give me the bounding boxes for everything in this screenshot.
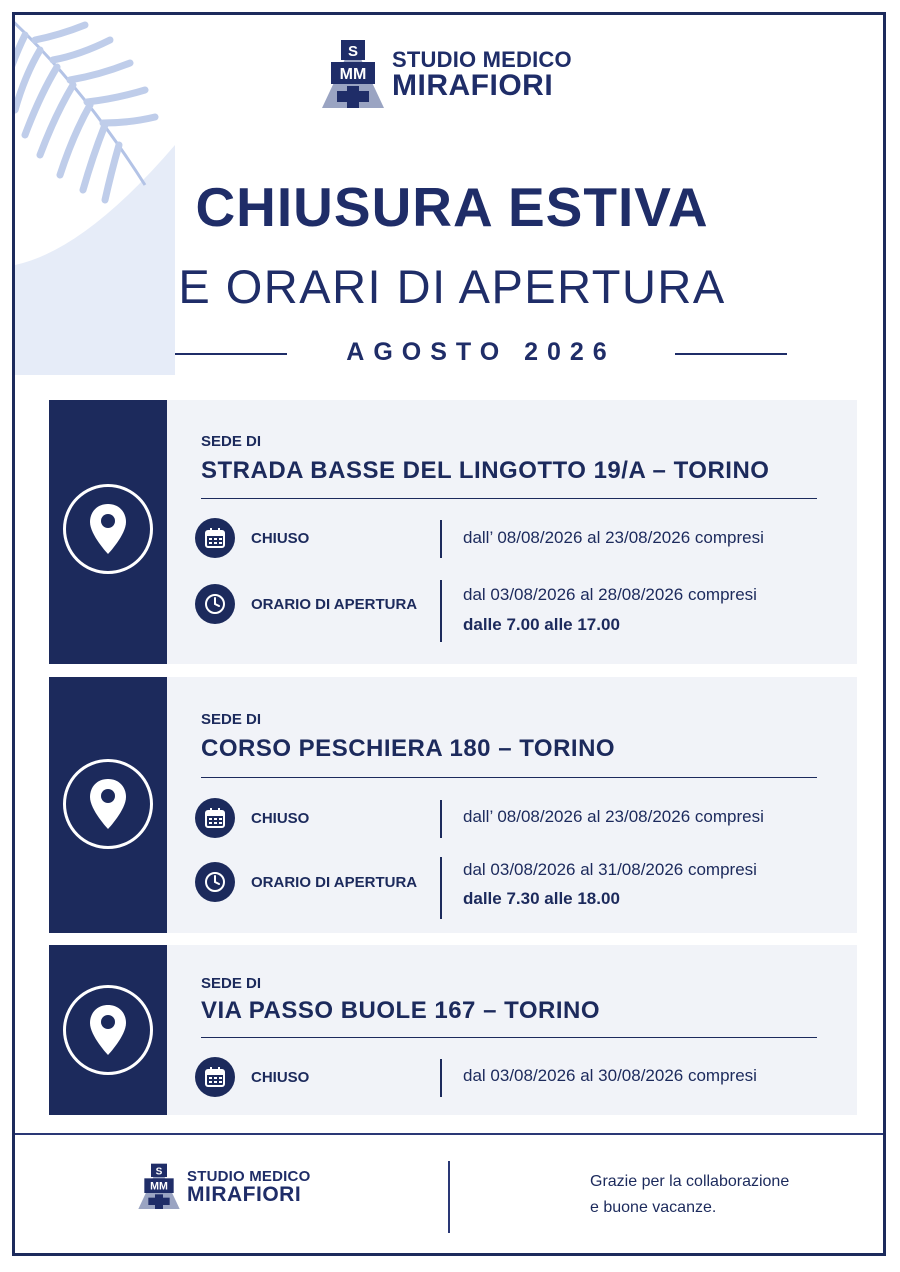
month-label: AGOSTO 2026	[346, 338, 616, 366]
footer-divider	[15, 1133, 886, 1135]
hours-time: dalle 7.00 alle 17.00	[463, 615, 620, 634]
sede-address: VIA PASSO BUOLE 167 – TORINO	[201, 997, 600, 1024]
closed-label: CHIUSO	[251, 810, 310, 827]
sede-card-peschiera	[49, 677, 857, 933]
closed-dates: dall’ 08/08/2026 al 23/08/2026 compresi	[463, 807, 764, 826]
logo-line-2: MIRAFIORI	[187, 1183, 302, 1206]
thanks-line-2: e buone vacanze.	[590, 1199, 717, 1216]
logo-line-2: MIRAFIORI	[392, 69, 554, 102]
row-separator	[440, 857, 442, 919]
location-panel	[49, 400, 167, 664]
row-separator	[440, 800, 442, 838]
sede-label: SEDE DI	[201, 975, 262, 992]
clock-icon-badge	[195, 862, 235, 902]
hours-time: dalle 7.30 alle 18.00	[463, 889, 620, 908]
smm-monogram-icon	[137, 1163, 181, 1211]
footer-separator	[448, 1161, 450, 1233]
clock-icon	[204, 593, 226, 615]
location-panel	[49, 677, 167, 933]
sede-card-lingotto	[49, 400, 857, 664]
row-separator	[440, 1059, 442, 1097]
sede-label: SEDE DI	[201, 433, 262, 450]
location-ring	[63, 759, 153, 849]
sede-divider	[201, 1037, 817, 1038]
closed-dates: dall’ 08/08/2026 al 23/08/2026 compresi	[463, 528, 764, 547]
hours-dates: dal 03/08/2026 al 31/08/2026 compresi	[463, 860, 757, 879]
sede-card-buole	[49, 945, 857, 1115]
poster	[12, 12, 886, 1256]
row-separator	[440, 580, 442, 642]
calendar-icon-badge	[195, 518, 235, 558]
svg-text:S: S	[155, 1166, 163, 1178]
logo-line-1: STUDIO MEDICO	[392, 47, 572, 72]
smm-monogram-icon	[320, 40, 386, 110]
calendar-icon-badge	[195, 1057, 235, 1097]
calendar-icon	[204, 1066, 226, 1088]
hours-dates: dal 03/08/2026 al 28/08/2026 compresi	[463, 585, 757, 604]
location-ring	[63, 484, 153, 574]
sede-address: STRADA BASSE DEL LINGOTTO 19/A – TORINO	[201, 457, 770, 484]
logo-line-1: STUDIO MEDICO	[187, 1168, 311, 1185]
location-panel	[49, 945, 167, 1115]
closed-label: CHIUSO	[251, 1069, 310, 1086]
hours-label: ORARIO DI APERTURA	[251, 874, 418, 891]
sede-divider	[201, 498, 817, 499]
thanks-line-1: Grazie per la collaborazione	[590, 1173, 790, 1190]
hours-label: ORARIO DI APERTURA	[251, 596, 418, 613]
page-subtitle: E ORARI DI APERTURA	[178, 260, 726, 313]
calendar-icon	[204, 527, 226, 549]
map-pin-icon	[88, 502, 128, 556]
svg-text:MM: MM	[339, 66, 367, 83]
month-divider-right	[675, 353, 787, 355]
month-row	[175, 338, 787, 368]
map-pin-icon	[88, 1003, 128, 1057]
closed-label: CHIUSO	[251, 530, 310, 547]
row-separator	[440, 520, 442, 558]
svg-text:MM: MM	[150, 1180, 168, 1193]
calendar-icon-badge	[195, 798, 235, 838]
calendar-icon	[204, 807, 226, 829]
studio-logo	[320, 40, 572, 110]
sede-label: SEDE DI	[201, 711, 262, 728]
map-pin-icon	[88, 777, 128, 831]
svg-text:S: S	[347, 43, 359, 60]
clock-icon-badge	[195, 584, 235, 624]
sede-address: CORSO PESCHIERA 180 – TORINO	[201, 735, 616, 762]
closed-dates: dal 03/08/2026 al 30/08/2026 compresi	[463, 1066, 757, 1085]
location-ring	[63, 985, 153, 1075]
sede-divider	[201, 777, 817, 778]
page-title: CHIUSURA ESTIVA	[195, 176, 709, 238]
clock-icon	[204, 871, 226, 893]
footer-logo	[137, 1163, 310, 1211]
